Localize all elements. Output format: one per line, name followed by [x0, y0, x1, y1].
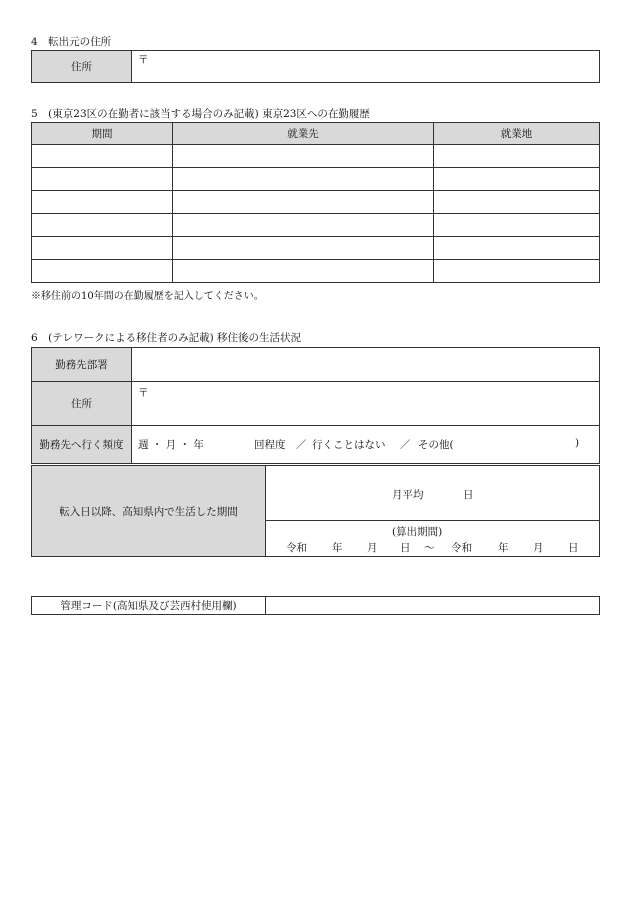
frequency-times: 回程度	[254, 439, 286, 451]
section4-heading: 4 転出元の住所	[31, 36, 112, 48]
period-cell[interactable]	[32, 214, 173, 237]
visit-frequency-label: 勤務先へ行く頻度	[32, 426, 132, 464]
era-end: 令和	[451, 542, 472, 554]
month-end: 月	[533, 542, 544, 554]
range-tilde: ～	[424, 542, 435, 554]
section4-address-label: 住所	[32, 51, 132, 83]
work-location-cell[interactable]	[434, 145, 600, 168]
period-cell[interactable]	[32, 191, 173, 214]
section4-address-table	[31, 50, 600, 83]
era-start: 令和	[286, 542, 307, 554]
frequency-other-close: )	[575, 437, 580, 449]
year-end: 年	[498, 542, 509, 554]
calc-period-label: (算出期間)	[392, 526, 443, 538]
employer-cell[interactable]	[173, 237, 434, 260]
period-label: 転入日以降、高知県内で生活した期間	[32, 466, 266, 557]
work-location-cell[interactable]	[434, 168, 600, 191]
day-start: 日	[400, 542, 411, 554]
work-location-cell[interactable]	[434, 191, 600, 214]
column-header-work-location: 就業地	[434, 123, 600, 145]
section5-heading: 5 (東京23区の在勤者に該当する場合のみ記載) 東京23区への在勤履歴	[31, 108, 370, 120]
section6-living-table	[31, 347, 600, 464]
admin-code-label: 管理コード(高知県及び芸西村使用欄)	[32, 597, 266, 615]
table-row	[32, 191, 600, 214]
frequency-options[interactable]: 週 ・ 月 ・ 年	[138, 439, 204, 451]
section6-heading: 6 (テレワークによる移住者のみ記載) 移住後の生活状況	[31, 332, 301, 344]
admin-code-table	[31, 596, 600, 615]
postal-mark: 〒	[138, 54, 149, 66]
period-cell[interactable]	[32, 145, 173, 168]
work-history-table	[31, 122, 600, 283]
employer-cell[interactable]	[173, 191, 434, 214]
employer-cell[interactable]	[173, 260, 434, 283]
monthly-average-label: 月平均	[392, 489, 424, 501]
work-location-cell[interactable]	[434, 214, 600, 237]
day-end: 日	[568, 542, 579, 554]
calc-period-field[interactable]	[266, 521, 600, 557]
table-row	[32, 214, 600, 237]
section6-address-field[interactable]	[132, 382, 600, 426]
frequency-separator: ／	[296, 439, 307, 451]
frequency-separator: ／	[400, 439, 411, 451]
monthly-average-field[interactable]	[266, 466, 600, 521]
month-start: 月	[367, 542, 378, 554]
period-cell[interactable]	[32, 168, 173, 191]
table-row	[32, 168, 600, 191]
frequency-other-option[interactable]: その他(	[418, 439, 454, 451]
column-header-period: 期間	[32, 123, 173, 145]
postal-mark: 〒	[138, 387, 149, 399]
day-unit: 日	[463, 489, 474, 501]
period-cell[interactable]	[32, 260, 173, 283]
frequency-never-option[interactable]: 行くことはない	[312, 439, 386, 451]
work-location-cell[interactable]	[434, 237, 600, 260]
table-row	[32, 260, 600, 283]
section6-address-label: 住所	[32, 382, 132, 426]
employer-dept-field[interactable]	[132, 348, 600, 382]
table-row	[32, 145, 600, 168]
visit-frequency-field[interactable]	[132, 426, 600, 464]
table-row	[32, 237, 600, 260]
employer-cell[interactable]	[173, 214, 434, 237]
year-start: 年	[332, 542, 343, 554]
employer-cell[interactable]	[173, 168, 434, 191]
section5-note: ※移住前の10年間の在勤履歴を記入してください。	[31, 291, 264, 302]
employer-cell[interactable]	[173, 145, 434, 168]
period-cell[interactable]	[32, 237, 173, 260]
work-location-cell[interactable]	[434, 260, 600, 283]
employer-dept-label: 勤務先部署	[32, 348, 132, 382]
section4-address-field[interactable]	[132, 51, 600, 83]
admin-code-field[interactable]	[266, 597, 600, 615]
section6-period-table	[31, 465, 600, 557]
column-header-employer: 就業先	[173, 123, 434, 145]
